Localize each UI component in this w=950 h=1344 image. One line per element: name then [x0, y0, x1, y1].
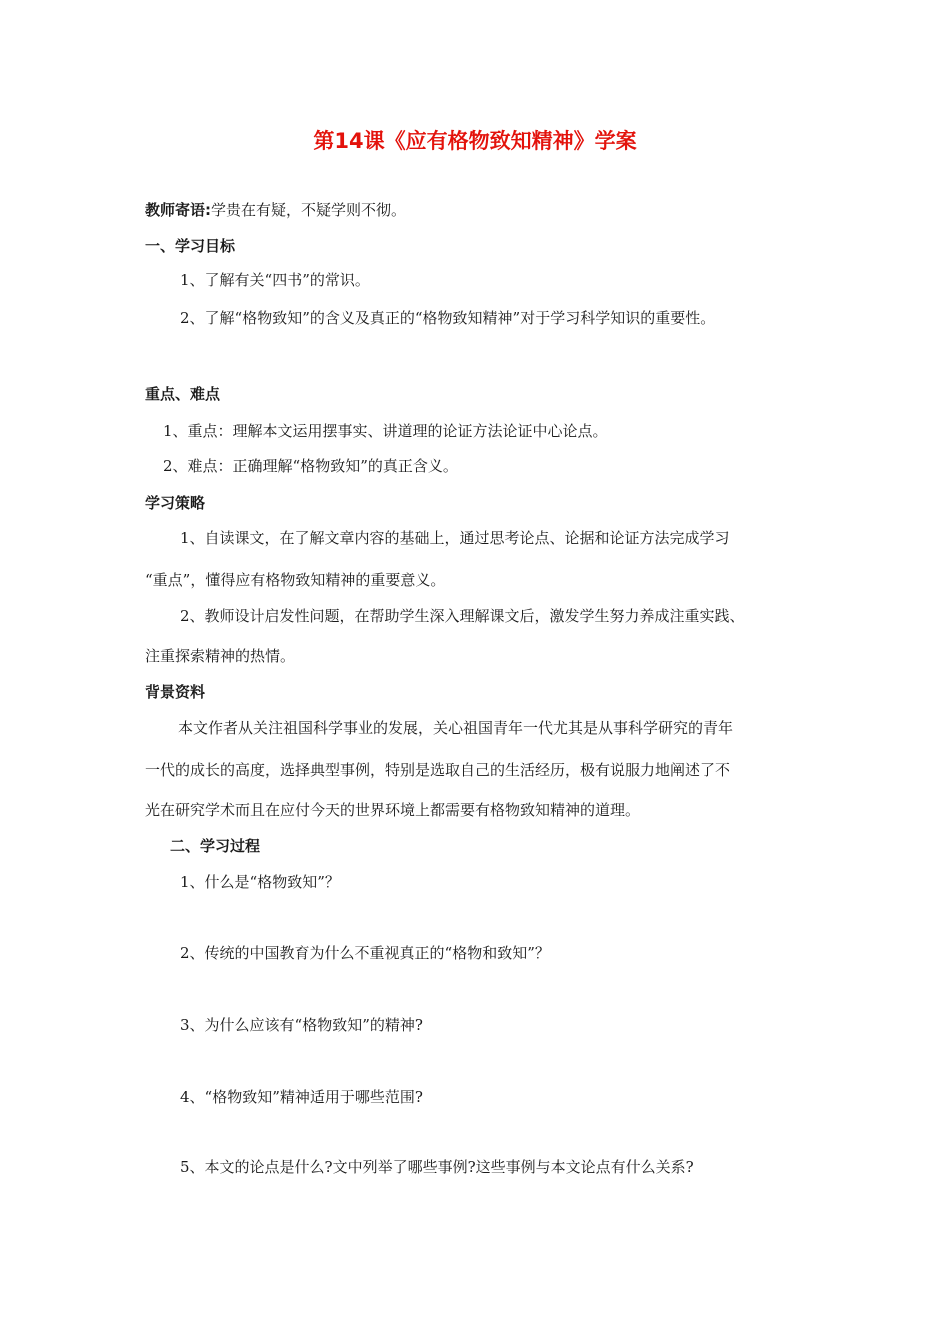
question-item-1: 1、什么是“格物致知”？: [180, 873, 340, 891]
section-heading-goals: 一、学习目标: [145, 237, 236, 255]
strategy-item-1-line-2: “重点”，懂得应有格物致知精神的重要意义。: [145, 571, 446, 589]
strategy-item-1-line-1: 1、自读课文，在了解文章内容的基础上，通过思考论点、论据和论证方法完成学习: [180, 529, 730, 547]
goal-item-2: 2、了解“格物致知”的含义及真正的“格物致知精神”对于学习科学知识的重要性。: [180, 309, 716, 327]
document-title: 第14课《应有格物致知精神》学案: [313, 129, 637, 153]
question-item-3: 3、为什么应该有“格物致知”的精神?: [180, 1016, 423, 1034]
question-item-4: 4、“格物致知”精神适用于哪些范围?: [180, 1088, 423, 1106]
strategy-item-2-line-1: 2、教师设计启发性问题，在帮助学生深入理解课文后，激发学生努力养成注重实践、: [180, 607, 745, 625]
teacher-note-label: 教师寄语:: [145, 201, 211, 219]
strategy-item-2-line-2: 注重探索精神的热情。: [145, 647, 296, 665]
section-heading-process: 二、学习过程: [170, 837, 261, 855]
key-point-item-2: 2、难点：正确理解“格物致知”的真正含义。: [163, 457, 458, 475]
key-point-item-1: 1、重点：理解本文运用摆事实、讲道理的论证方法论证中心论点。: [163, 422, 608, 440]
section-heading-strategy: 学习策略: [145, 494, 206, 512]
background-line-3: 光在研究学术而且在应付今天的世界环境上都需要有格物致知精神的道理。: [145, 801, 641, 819]
section-heading-background: 背景资料: [145, 683, 206, 701]
background-line-1: 本文作者从关注祖国科学事业的发展，关心祖国青年一代尤其是从事科学研究的青年: [178, 719, 734, 737]
section-heading-key-points: 重点、难点: [145, 385, 221, 403]
goal-item-1: 1、了解有关“四书”的常识。: [180, 271, 370, 289]
teacher-note-text: 学贵在有疑，不疑学则不彻。: [211, 201, 407, 219]
question-item-5: 5、本文的论点是什么?文中列举了哪些事例?这些事例与本文论点有什么关系?: [180, 1158, 694, 1176]
teacher-note: [145, 200, 406, 220]
background-line-2: 一代的成长的高度，选择典型事例，特别是选取自己的生活经历，极有说服力地阐述了不: [145, 761, 731, 779]
question-item-2: 2、传统的中国教育为什么不重视真正的“格物和致知”？: [180, 944, 550, 962]
